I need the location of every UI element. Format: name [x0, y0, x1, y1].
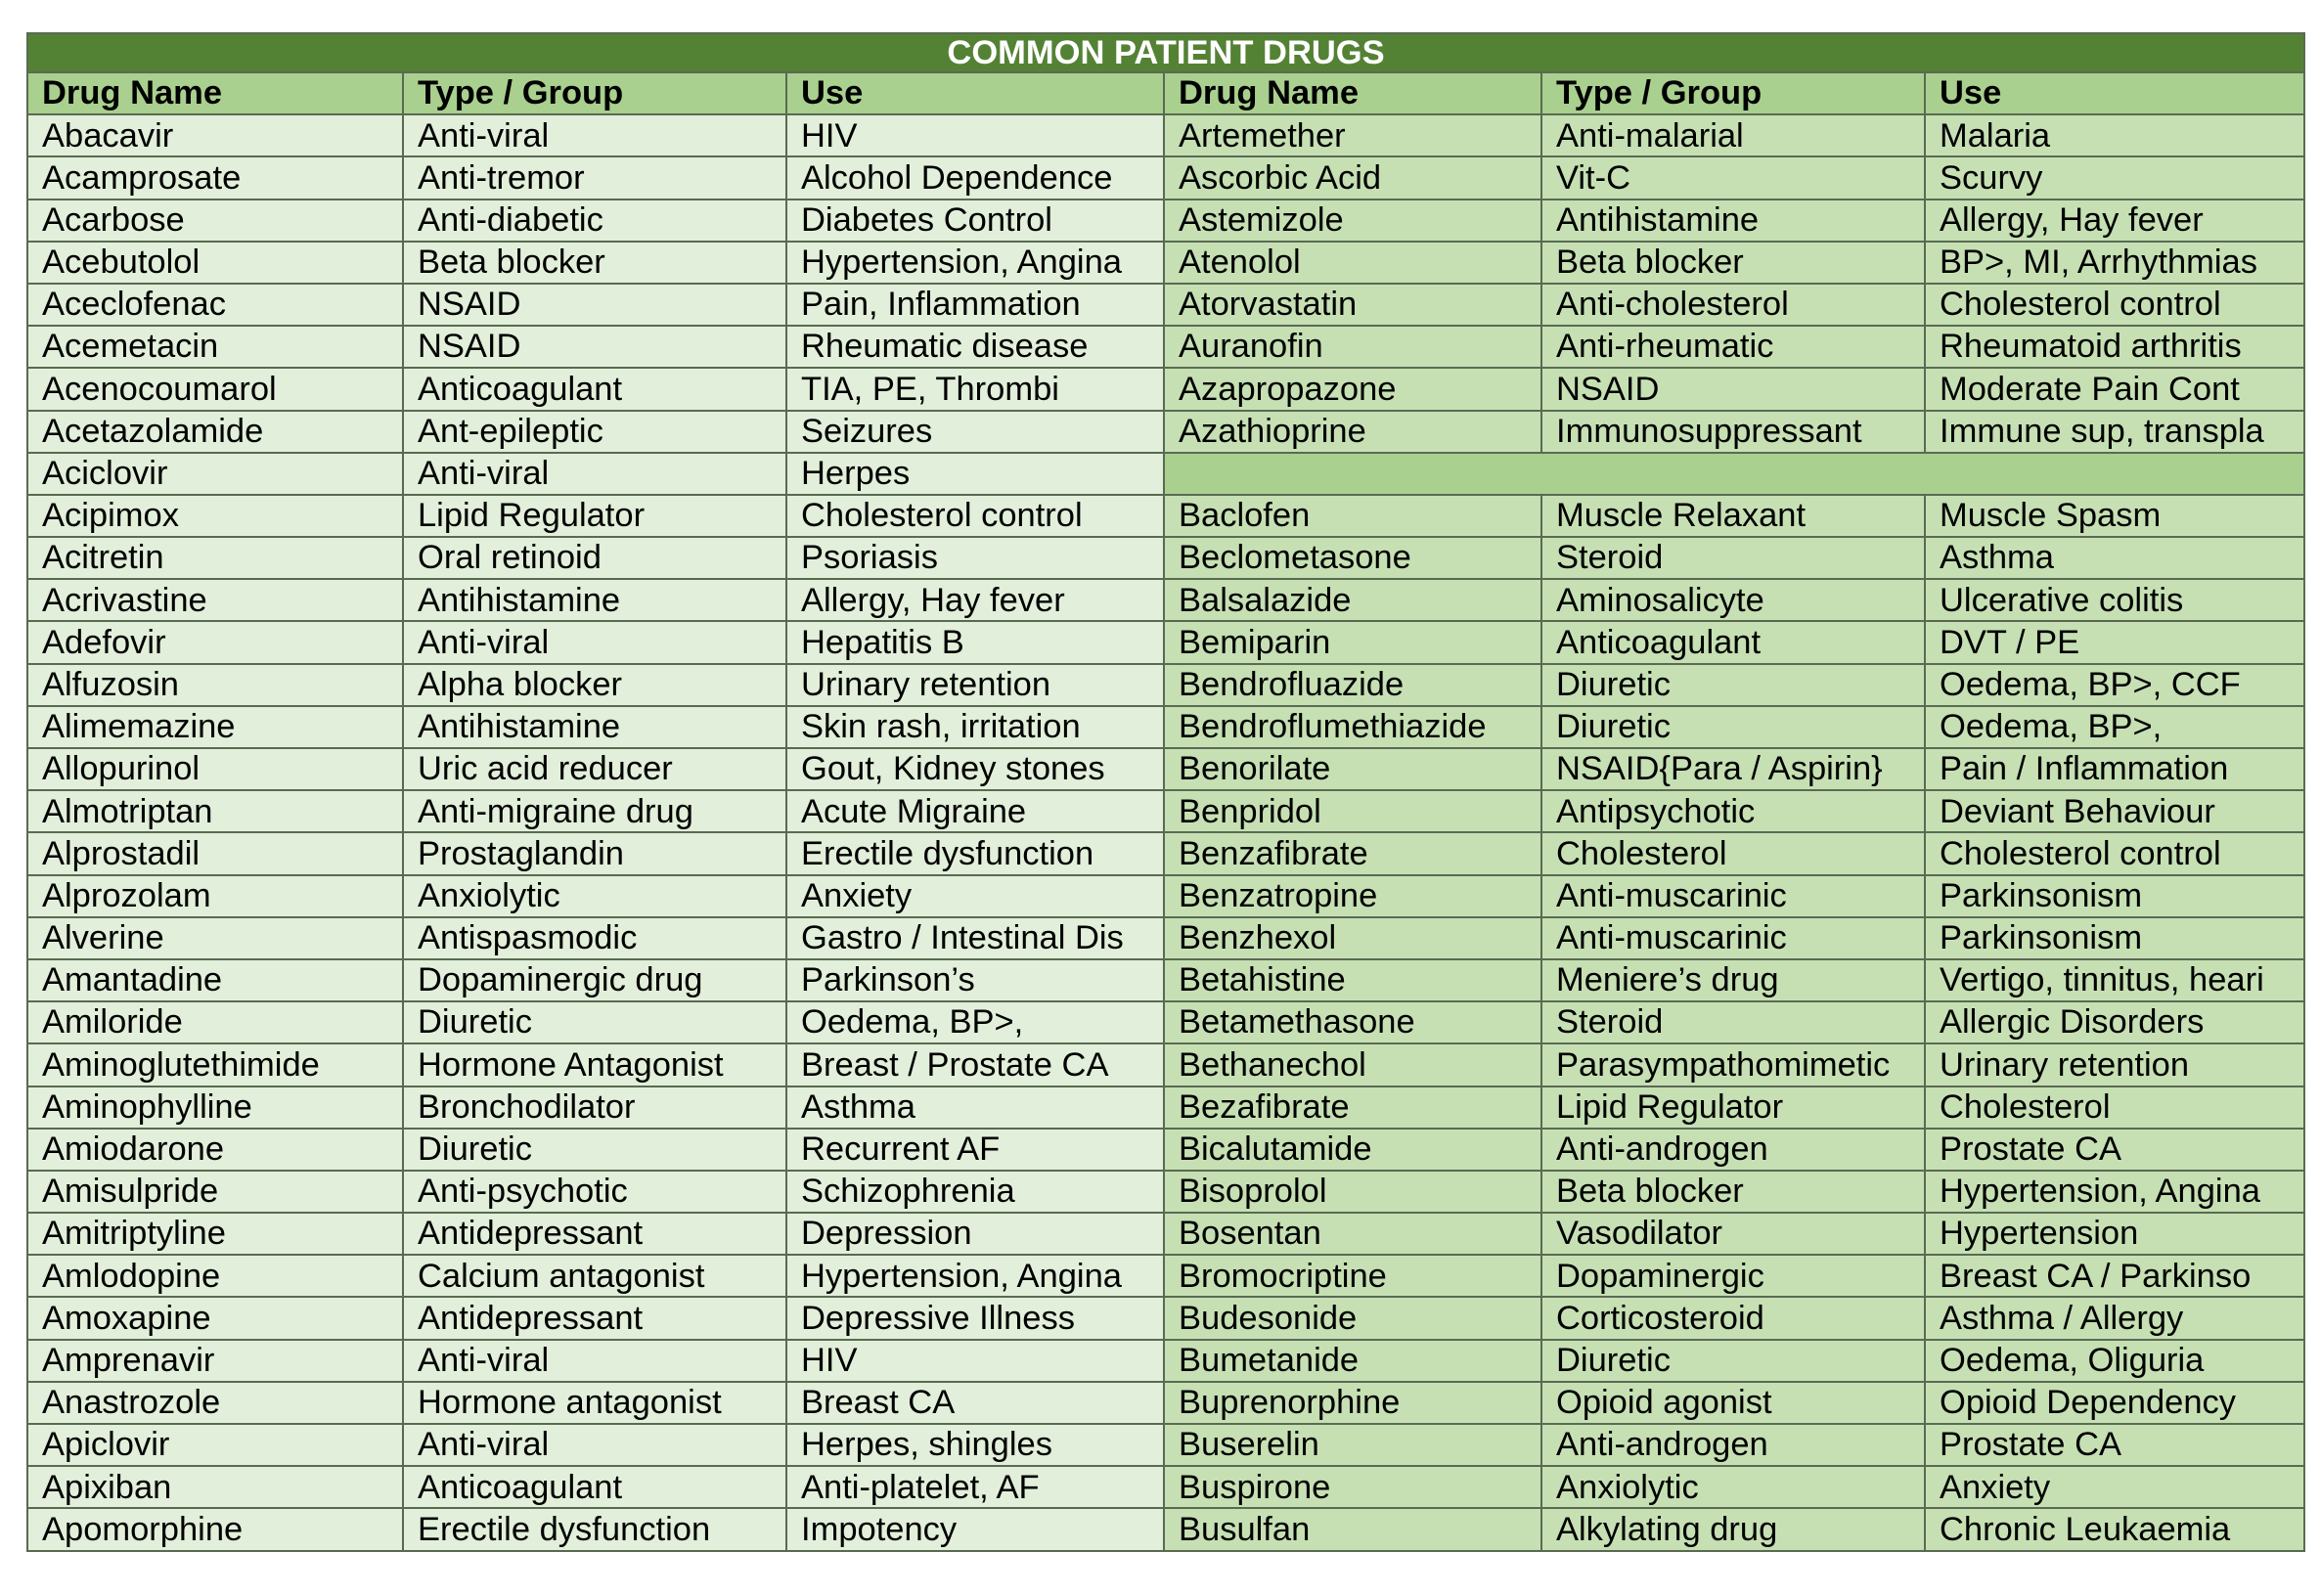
type-group-cell: Lipid Regulator — [1541, 1086, 1925, 1129]
use-cell: Allergy, Hay fever — [786, 579, 1164, 621]
drug-name-cell: Ascorbic Acid — [1164, 156, 1541, 199]
table-row — [27, 1340, 2304, 1382]
table-row — [27, 495, 2304, 537]
table-row — [27, 1466, 2304, 1508]
use-cell: Schizophrenia — [786, 1171, 1164, 1213]
table-row — [27, 621, 2304, 663]
type-group-cell: Diuretic — [1541, 706, 1925, 748]
table-row — [27, 453, 2304, 495]
table-row — [27, 1171, 2304, 1213]
use-cell: Urinary retention — [1925, 1043, 2304, 1086]
drug-name-cell: Azathioprine — [1164, 411, 1541, 453]
type-group-cell: Anti-viral — [403, 621, 786, 663]
drug-name-cell: Auranofin — [1164, 326, 1541, 368]
drug-name-cell: Buserelin — [1164, 1424, 1541, 1466]
drug-name-cell: Bendrofluazide — [1164, 664, 1541, 706]
use-cell: DVT / PE — [1925, 621, 2304, 663]
use-cell: Pain, Inflammation — [786, 284, 1164, 326]
drug-name-cell: Amoxapine — [27, 1297, 403, 1339]
use-cell: Deviant Behaviour — [1925, 790, 2304, 832]
drug-name-cell: Acarbose — [27, 200, 403, 242]
type-group-cell: Anxiolytic — [1541, 1466, 1925, 1508]
type-group-cell: Anti-viral — [403, 114, 786, 156]
type-group-cell: Erectile dysfunction — [403, 1508, 786, 1550]
use-cell: Erectile dysfunction — [786, 832, 1164, 874]
use-cell: Vertigo, tinnitus, heari — [1925, 959, 2304, 1001]
use-cell: TIA, PE, Thrombi — [786, 368, 1164, 410]
drug-name-cell: Alimemazine — [27, 706, 403, 748]
drug-name-cell: Baclofen — [1164, 495, 1541, 537]
drug-name-cell: Aciclovir — [27, 453, 403, 495]
drug-name-cell: Alprostadil — [27, 832, 403, 874]
drug-name-cell: Amiloride — [27, 1001, 403, 1043]
type-group-cell: Anxiolytic — [403, 875, 786, 917]
type-group-cell: Beta blocker — [1541, 242, 1925, 284]
table-row — [27, 1424, 2304, 1466]
type-group-cell: Antidepressant — [403, 1213, 786, 1255]
drug-name-cell: Bromocriptine — [1164, 1255, 1541, 1297]
header-drug-name-2: Drug Name — [1164, 72, 1541, 114]
table-row — [27, 1213, 2304, 1255]
table-row — [27, 1508, 2304, 1550]
use-cell: Asthma — [786, 1086, 1164, 1129]
drug-name-cell: Balsalazide — [1164, 579, 1541, 621]
use-cell: Gout, Kidney stones — [786, 748, 1164, 790]
drug-name-cell: Buspirone — [1164, 1466, 1541, 1508]
drug-name-cell: Amisulpride — [27, 1171, 403, 1213]
type-group-cell: Vasodilator — [1541, 1213, 1925, 1255]
drug-name-cell: Alverine — [27, 917, 403, 959]
type-group-cell: Steroid — [1541, 537, 1925, 579]
use-cell: Asthma — [1925, 537, 2304, 579]
table-row — [27, 1086, 2304, 1129]
use-cell: Muscle Spasm — [1925, 495, 2304, 537]
drug-name-cell: Aceclofenac — [27, 284, 403, 326]
use-cell: Impotency — [786, 1508, 1164, 1550]
drug-name-cell: Acrivastine — [27, 579, 403, 621]
use-cell: Alcohol Dependence — [786, 156, 1164, 199]
type-group-cell: Anti-viral — [403, 1424, 786, 1466]
type-group-cell: NSAID — [403, 326, 786, 368]
drug-name-cell: Almotriptan — [27, 790, 403, 832]
use-cell: Acute Migraine — [786, 790, 1164, 832]
table-row — [27, 959, 2304, 1001]
type-group-cell: Cholesterol — [1541, 832, 1925, 874]
drug-name-cell: Betamethasone — [1164, 1001, 1541, 1043]
drug-name-cell: Abacavir — [27, 114, 403, 156]
use-cell: Pain / Inflammation — [1925, 748, 2304, 790]
type-group-cell: Prostaglandin — [403, 832, 786, 874]
use-cell: Allergic Disorders — [1925, 1001, 2304, 1043]
use-cell: Anxiety — [1925, 1466, 2304, 1508]
use-cell: Depression — [786, 1213, 1164, 1255]
drug-name-cell: Apixiban — [27, 1466, 403, 1508]
use-cell: Immune sup, transpla — [1925, 411, 2304, 453]
type-group-cell: Diuretic — [1541, 1340, 1925, 1382]
drug-name-cell: Anastrozole — [27, 1382, 403, 1424]
drug-name-cell: Benzhexol — [1164, 917, 1541, 959]
type-group-cell: Anti-migraine drug — [403, 790, 786, 832]
type-group-cell: Bronchodilator — [403, 1086, 786, 1129]
table-row — [27, 200, 2304, 242]
type-group-cell: Calcium antagonist — [403, 1255, 786, 1297]
use-cell: Depressive Illness — [786, 1297, 1164, 1339]
type-group-cell: Steroid — [1541, 1001, 1925, 1043]
type-group-cell: Anticoagulant — [403, 1466, 786, 1508]
header-use-2: Use — [1925, 72, 2304, 114]
drug-name-cell: Alfuzosin — [27, 664, 403, 706]
table-row — [27, 1043, 2304, 1086]
use-cell: Hepatitis B — [786, 621, 1164, 663]
use-cell: Malaria — [1925, 114, 2304, 156]
use-cell: Recurrent AF — [786, 1129, 1164, 1171]
type-group-cell: Diuretic — [403, 1129, 786, 1171]
use-cell: Hypertension — [1925, 1213, 2304, 1255]
use-cell: Breast CA — [786, 1382, 1164, 1424]
type-group-cell: Anti-androgen — [1541, 1129, 1925, 1171]
drug-name-cell: Acemetacin — [27, 326, 403, 368]
table-row — [27, 284, 2304, 326]
use-cell: Ulcerative colitis — [1925, 579, 2304, 621]
use-cell: BP>, MI, Arrhythmias — [1925, 242, 2304, 284]
table-row — [27, 114, 2304, 156]
type-group-cell: Diuretic — [403, 1001, 786, 1043]
use-cell: Prostate CA — [1925, 1129, 2304, 1171]
type-group-cell: Beta blocker — [1541, 1171, 1925, 1213]
drug-name-cell: Bendroflumethiazide — [1164, 706, 1541, 748]
use-cell: Prostate CA — [1925, 1424, 2304, 1466]
drug-name-cell: Amlodopine — [27, 1255, 403, 1297]
drug-name-cell: Amiodarone — [27, 1129, 403, 1171]
table-row — [27, 156, 2304, 199]
header-drug-name: Drug Name — [27, 72, 403, 114]
type-group-cell: Oral retinoid — [403, 537, 786, 579]
table-row — [27, 664, 2304, 706]
type-group-cell: Anti-viral — [403, 1340, 786, 1382]
use-cell: Rheumatoid arthritis — [1925, 326, 2304, 368]
drug-name-cell: Azapropazone — [1164, 368, 1541, 410]
use-cell: Cholesterol control — [1925, 832, 2304, 874]
type-group-cell: Corticosteroid — [1541, 1297, 1925, 1339]
use-cell: Herpes — [786, 453, 1164, 495]
drug-name-cell: Bemiparin — [1164, 621, 1541, 663]
type-group-cell: NSAID — [1541, 368, 1925, 410]
table-row — [27, 1382, 2304, 1424]
use-cell: Hypertension, Angina — [786, 1255, 1164, 1297]
use-cell: HIV — [786, 114, 1164, 156]
type-group-cell: Anti-diabetic — [403, 200, 786, 242]
table-row — [27, 1129, 2304, 1171]
type-group-cell: Anti-rheumatic — [1541, 326, 1925, 368]
table-row — [27, 579, 2304, 621]
type-group-cell: Anti-tremor — [403, 156, 786, 199]
use-cell: Skin rash, irritation — [786, 706, 1164, 748]
header-row — [27, 72, 2304, 114]
use-cell: Anti-platelet, AF — [786, 1466, 1164, 1508]
use-cell: Cholesterol control — [1925, 284, 2304, 326]
drug-name-cell: Benzatropine — [1164, 875, 1541, 917]
table-row — [27, 368, 2304, 410]
use-cell: Asthma / Allergy — [1925, 1297, 2304, 1339]
drug-name-cell: Acebutolol — [27, 242, 403, 284]
table-row — [27, 1297, 2304, 1339]
use-cell: Cholesterol control — [786, 495, 1164, 537]
type-group-cell: Aminosalicyte — [1541, 579, 1925, 621]
drug-name-cell: Betahistine — [1164, 959, 1541, 1001]
type-group-cell: Anti-psychotic — [403, 1171, 786, 1213]
use-cell: Psoriasis — [786, 537, 1164, 579]
drug-name-cell: Benzafibrate — [1164, 832, 1541, 874]
drug-name-cell: Benorilate — [1164, 748, 1541, 790]
use-cell: Oedema, Oliguria — [1925, 1340, 2304, 1382]
use-cell: Oedema, BP>, — [786, 1001, 1164, 1043]
table-row — [27, 537, 2304, 579]
use-cell: Cholesterol — [1925, 1086, 2304, 1129]
type-group-cell: Anticoagulant — [1541, 621, 1925, 663]
table-body — [27, 33, 2304, 1551]
type-group-cell: Hormone antagonist — [403, 1382, 786, 1424]
drug-name-cell: Atenolol — [1164, 242, 1541, 284]
table-row — [27, 242, 2304, 284]
drug-name-cell: Bethanechol — [1164, 1043, 1541, 1086]
type-group-cell: Meniere’s drug — [1541, 959, 1925, 1001]
drug-name-cell: Amitriptyline — [27, 1213, 403, 1255]
drug-name-cell: Aminophylline — [27, 1086, 403, 1129]
drug-name-cell: Aminoglutethimide — [27, 1043, 403, 1086]
drug-table — [26, 32, 2305, 1552]
type-group-cell: Diuretic — [1541, 664, 1925, 706]
drug-name-cell: Acenocoumarol — [27, 368, 403, 410]
type-group-cell: Parasympathomimetic — [1541, 1043, 1925, 1086]
type-group-cell: Alpha blocker — [403, 664, 786, 706]
drug-name-cell: Acetazolamide — [27, 411, 403, 453]
table-row — [27, 326, 2304, 368]
drug-name-cell: Astemizole — [1164, 200, 1541, 242]
type-group-cell: Opioid agonist — [1541, 1382, 1925, 1424]
type-group-cell: Antidepressant — [403, 1297, 786, 1339]
use-cell: Gastro / Intestinal Dis — [786, 917, 1164, 959]
header-type-group-2: Type / Group — [1541, 72, 1925, 114]
drug-name-cell: Acipimox — [27, 495, 403, 537]
use-cell: Herpes, shingles — [786, 1424, 1164, 1466]
type-group-cell: Antipsychotic — [1541, 790, 1925, 832]
type-group-cell: Antihistamine — [403, 706, 786, 748]
drug-name-cell: Bezafibrate — [1164, 1086, 1541, 1129]
header-use: Use — [786, 72, 1164, 114]
type-group-cell: Hormone Antagonist — [403, 1043, 786, 1086]
drug-name-cell: Apiclovir — [27, 1424, 403, 1466]
drug-name-cell: Allopurinol — [27, 748, 403, 790]
drug-name-cell: Amprenavir — [27, 1340, 403, 1382]
type-group-cell: Anti-muscarinic — [1541, 875, 1925, 917]
type-group-cell: Beta blocker — [403, 242, 786, 284]
type-group-cell: Lipid Regulator — [403, 495, 786, 537]
type-group-cell: Dopaminergic — [1541, 1255, 1925, 1297]
drug-name-cell: Benpridol — [1164, 790, 1541, 832]
type-group-cell: Antihistamine — [403, 579, 786, 621]
type-group-cell: Antihistamine — [1541, 200, 1925, 242]
title-row — [27, 33, 2304, 72]
drug-name-cell: Busulfan — [1164, 1508, 1541, 1550]
drug-name-cell: Beclometasone — [1164, 537, 1541, 579]
use-cell: Anxiety — [786, 875, 1164, 917]
use-cell: Parkinson’s — [786, 959, 1164, 1001]
table-row — [27, 875, 2304, 917]
use-cell: Moderate Pain Cont — [1925, 368, 2304, 410]
header-type-group: Type / Group — [403, 72, 786, 114]
use-cell: Chronic Leukaemia — [1925, 1508, 2304, 1550]
drug-name-cell: Bumetanide — [1164, 1340, 1541, 1382]
table-row — [27, 832, 2304, 874]
table-row — [27, 411, 2304, 453]
drug-name-cell: Atorvastatin — [1164, 284, 1541, 326]
table-title: COMMON PATIENT DRUGS — [27, 33, 2304, 72]
type-group-cell: Anticoagulant — [403, 368, 786, 410]
use-cell: Rheumatic disease — [786, 326, 1164, 368]
use-cell: Hypertension, Angina — [786, 242, 1164, 284]
type-group-cell: Anti-muscarinic — [1541, 917, 1925, 959]
use-cell: Parkinsonism — [1925, 917, 2304, 959]
drug-name-cell: Amantadine — [27, 959, 403, 1001]
type-group-cell: Dopaminergic drug — [403, 959, 786, 1001]
table-row — [27, 748, 2304, 790]
type-group-cell: Muscle Relaxant — [1541, 495, 1925, 537]
use-cell: Urinary retention — [786, 664, 1164, 706]
drug-name-cell: Acamprosate — [27, 156, 403, 199]
type-group-cell: Anti-viral — [403, 453, 786, 495]
type-group-cell: Alkylating drug — [1541, 1508, 1925, 1550]
use-cell: Hypertension, Angina — [1925, 1171, 2304, 1213]
type-group-cell: Anti-cholesterol — [1541, 284, 1925, 326]
use-cell: HIV — [786, 1340, 1164, 1382]
drug-name-cell: Bisoprolol — [1164, 1171, 1541, 1213]
type-group-cell: Anti-malarial — [1541, 114, 1925, 156]
section-divider-cell — [1164, 453, 2304, 495]
use-cell: Oedema, BP>, — [1925, 706, 2304, 748]
use-cell: Diabetes Control — [786, 200, 1164, 242]
table-row — [27, 706, 2304, 748]
type-group-cell: Ant-epileptic — [403, 411, 786, 453]
use-cell: Parkinsonism — [1925, 875, 2304, 917]
use-cell: Allergy, Hay fever — [1925, 200, 2304, 242]
drug-name-cell: Adefovir — [27, 621, 403, 663]
use-cell: Seizures — [786, 411, 1164, 453]
type-group-cell: Immunosuppressant — [1541, 411, 1925, 453]
use-cell: Opioid Dependency — [1925, 1382, 2304, 1424]
drug-name-cell: Artemether — [1164, 114, 1541, 156]
use-cell: Scurvy — [1925, 156, 2304, 199]
type-group-cell: Vit-C — [1541, 156, 1925, 199]
table-row — [27, 917, 2304, 959]
type-group-cell: NSAID{Para / Aspirin} — [1541, 748, 1925, 790]
drug-name-cell: Acitretin — [27, 537, 403, 579]
table-row — [27, 1255, 2304, 1297]
drug-name-cell: Apomorphine — [27, 1508, 403, 1550]
drug-name-cell: Buprenorphine — [1164, 1382, 1541, 1424]
type-group-cell: NSAID — [403, 284, 786, 326]
type-group-cell: Antispasmodic — [403, 917, 786, 959]
use-cell: Breast / Prostate CA — [786, 1043, 1164, 1086]
use-cell: Breast CA / Parkinso — [1925, 1255, 2304, 1297]
use-cell: Oedema, BP>, CCF — [1925, 664, 2304, 706]
type-group-cell: Anti-androgen — [1541, 1424, 1925, 1466]
drug-name-cell: Alprozolam — [27, 875, 403, 917]
type-group-cell: Uric acid reducer — [403, 748, 786, 790]
drug-name-cell: Bicalutamide — [1164, 1129, 1541, 1171]
drug-name-cell: Bosentan — [1164, 1213, 1541, 1255]
drug-name-cell: Budesonide — [1164, 1297, 1541, 1339]
table-row — [27, 1001, 2304, 1043]
table-row — [27, 790, 2304, 832]
